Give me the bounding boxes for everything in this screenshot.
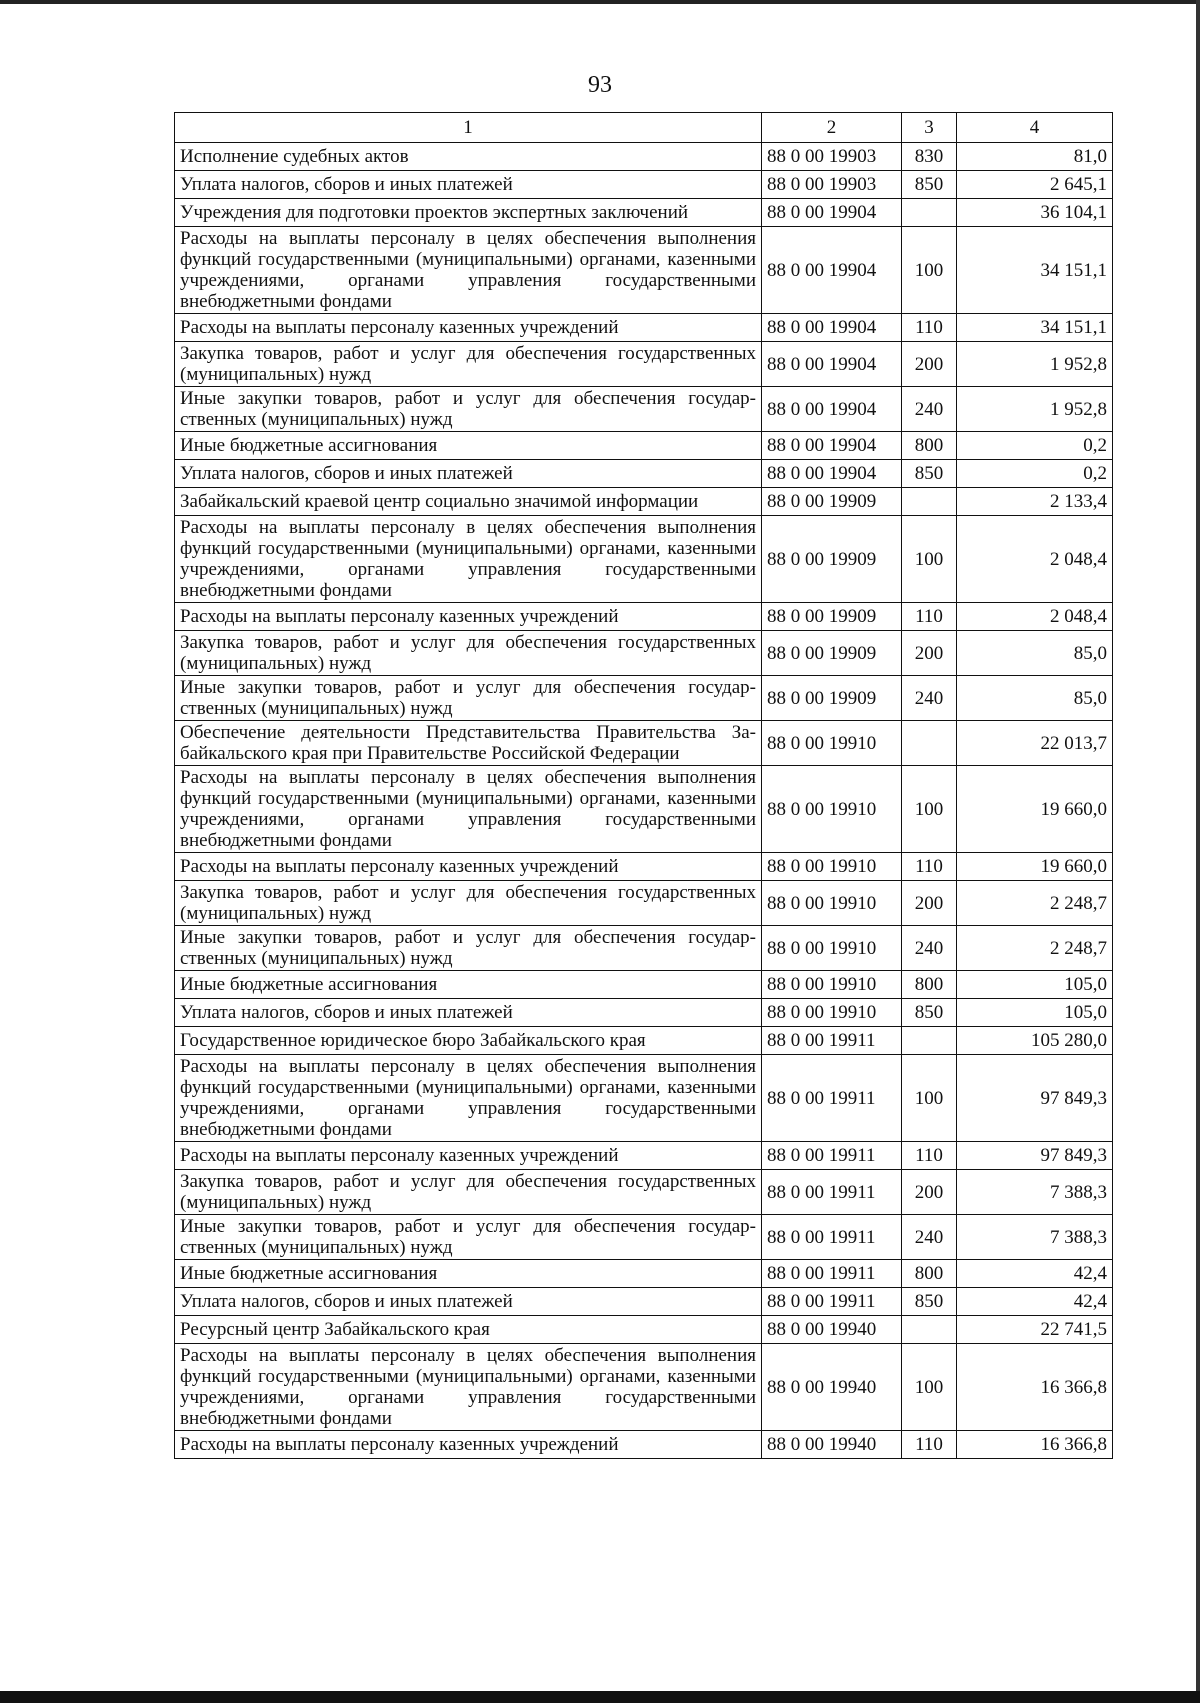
row-name-cell: Исполнение судебных актов (175, 143, 762, 171)
row-name-cell: Иные закупки товаров, работ и услуг для обеспечения государственных (муниципальных) нужд (175, 926, 762, 971)
table-row (175, 721, 1113, 766)
row-sum-cell: 0,2 (957, 460, 1113, 488)
row-name-cell: Расходы на выплаты персоналу в целях обеспечения выполнения функций государственными (муниципальными) органами, казенными учреждениями, органами управления государственными внебюджетными фондами (175, 766, 762, 853)
row-name-cell: Уплата налогов, сборов и иных платежей (175, 171, 762, 199)
row-expense-type-cell: 100 (902, 227, 957, 314)
table-row (175, 1316, 1113, 1344)
row-sum-cell: 1 952,8 (957, 342, 1113, 387)
row-name-cell: Расходы на выплаты персоналу в целях обеспечения выполнения функций государственными (муниципальными) органами, казенными учреждениями, органами управления государственными внебюджетными фондами (175, 1055, 762, 1142)
row-expense-type-cell: 240 (902, 676, 957, 721)
scan-border-bottom (0, 1691, 1200, 1703)
row-name-cell: Закупка товаров, работ и услуг для обеспечения государственных (муниципальных) нужд (175, 881, 762, 926)
row-expense-type-cell: 240 (902, 387, 957, 432)
table-row (175, 1142, 1113, 1170)
row-name-cell: Уплата налогов, сборов и иных платежей (175, 460, 762, 488)
row-name-cell: Уплата налогов, сборов и иных платежей (175, 999, 762, 1027)
row-name-cell: Уплата налогов, сборов и иных платежей (175, 1288, 762, 1316)
budget-table (174, 112, 1113, 1459)
row-name-cell: Иные закупки товаров, работ и услуг для обеспечения государственных (муниципальных) нужд (175, 676, 762, 721)
row-sum-cell: 81,0 (957, 143, 1113, 171)
table-row (175, 999, 1113, 1027)
row-sum-cell: 85,0 (957, 676, 1113, 721)
row-sum-cell: 1 952,8 (957, 387, 1113, 432)
header-col-1: 1 (175, 113, 762, 143)
row-expense-type-cell: 850 (902, 171, 957, 199)
table-row (175, 387, 1113, 432)
row-code-cell: 88 0 00 19911 (762, 1170, 902, 1215)
row-expense-type-cell: 800 (902, 971, 957, 999)
table-row (175, 171, 1113, 199)
row-expense-type-cell: 850 (902, 999, 957, 1027)
row-expense-type-cell (902, 1316, 957, 1344)
row-sum-cell: 42,4 (957, 1260, 1113, 1288)
table-row (175, 926, 1113, 971)
row-expense-type-cell: 100 (902, 766, 957, 853)
row-expense-type-cell: 110 (902, 1142, 957, 1170)
row-name-cell: Расходы на выплаты персоналу в целях обеспечения выполнения функций государственными (муниципальными) органами, казенными учреждениями, органами управления государственными внебюджетными фондами (175, 1344, 762, 1431)
table-row (175, 603, 1113, 631)
table-row (175, 1215, 1113, 1260)
row-expense-type-cell: 800 (902, 1260, 957, 1288)
row-expense-type-cell: 110 (902, 853, 957, 881)
row-name-cell: Иные закупки товаров, работ и услуг для обеспечения государственных (муниципальных) нужд (175, 1215, 762, 1260)
row-code-cell: 88 0 00 19910 (762, 766, 902, 853)
row-name-cell: Расходы на выплаты персоналу казенных учреждений (175, 1431, 762, 1459)
table-row (175, 143, 1113, 171)
row-expense-type-cell: 850 (902, 460, 957, 488)
table-row (175, 516, 1113, 603)
row-name-cell: Расходы на выплаты персоналу казенных учреждений (175, 314, 762, 342)
row-code-cell: 88 0 00 19940 (762, 1316, 902, 1344)
row-name-cell: Учреждения для подготовки проектов экспертных заключений (175, 199, 762, 227)
row-code-cell: 88 0 00 19903 (762, 143, 902, 171)
row-code-cell: 88 0 00 19904 (762, 432, 902, 460)
row-name-cell: Иные бюджетные ассигнования (175, 1260, 762, 1288)
header-row (175, 113, 1113, 143)
row-sum-cell: 97 849,3 (957, 1142, 1113, 1170)
row-sum-cell: 19 660,0 (957, 853, 1113, 881)
row-code-cell: 88 0 00 19904 (762, 460, 902, 488)
table-row (175, 227, 1113, 314)
row-code-cell: 88 0 00 19904 (762, 342, 902, 387)
header-col-2: 2 (762, 113, 902, 143)
row-name-cell: Расходы на выплаты персоналу в целях обеспечения выполнения функций государственными (муниципальными) органами, казенными учреждениями, органами управления государственными внебюджетными фондами (175, 516, 762, 603)
row-code-cell: 88 0 00 19909 (762, 488, 902, 516)
row-sum-cell: 2 248,7 (957, 926, 1113, 971)
table-row (175, 676, 1113, 721)
row-code-cell: 88 0 00 19910 (762, 999, 902, 1027)
row-code-cell: 88 0 00 19940 (762, 1344, 902, 1431)
row-expense-type-cell: 200 (902, 631, 957, 676)
row-code-cell: 88 0 00 19911 (762, 1288, 902, 1316)
row-name-cell: Иные закупки товаров, работ и услуг для обеспечения государственных (муниципальных) нужд (175, 387, 762, 432)
row-expense-type-cell: 100 (902, 1055, 957, 1142)
row-expense-type-cell (902, 199, 957, 227)
table-row (175, 881, 1113, 926)
row-expense-type-cell: 100 (902, 516, 957, 603)
row-code-cell: 88 0 00 19911 (762, 1027, 902, 1055)
row-sum-cell: 2 048,4 (957, 516, 1113, 603)
header-col-3: 3 (902, 113, 957, 143)
row-sum-cell: 97 849,3 (957, 1055, 1113, 1142)
row-sum-cell: 2 645,1 (957, 171, 1113, 199)
table-row (175, 1431, 1113, 1459)
table-row (175, 1055, 1113, 1142)
row-name-cell: Закупка товаров, работ и услуг для обеспечения государственных (муниципальных) нужд (175, 1170, 762, 1215)
row-expense-type-cell: 830 (902, 143, 957, 171)
row-name-cell: Иные бюджетные ассигнования (175, 432, 762, 460)
row-sum-cell: 2 048,4 (957, 603, 1113, 631)
row-code-cell: 88 0 00 19904 (762, 227, 902, 314)
row-sum-cell: 0,2 (957, 432, 1113, 460)
row-expense-type-cell: 200 (902, 342, 957, 387)
table-row (175, 1170, 1113, 1215)
row-expense-type-cell: 850 (902, 1288, 957, 1316)
table-row (175, 1344, 1113, 1431)
table-row (175, 853, 1113, 881)
row-name-cell: Закупка товаров, работ и услуг для обеспечения государственных (муниципальных) нужд (175, 342, 762, 387)
row-code-cell: 88 0 00 19910 (762, 721, 902, 766)
row-expense-type-cell (902, 488, 957, 516)
row-name-cell: Ресурсный центр Забайкальского края (175, 1316, 762, 1344)
row-name-cell: Расходы на выплаты персоналу в целях обеспечения выполнения функций государственными (муниципальными) органами, казенными учреждениями, органами управления государственными внебюджетными фондами (175, 227, 762, 314)
row-expense-type-cell: 110 (902, 314, 957, 342)
row-code-cell: 88 0 00 19910 (762, 881, 902, 926)
table-row (175, 1027, 1113, 1055)
row-code-cell: 88 0 00 19911 (762, 1215, 902, 1260)
row-code-cell: 88 0 00 19909 (762, 631, 902, 676)
table-row (175, 766, 1113, 853)
row-name-cell: Забайкальский краевой центр социально значимой информации (175, 488, 762, 516)
table-body (175, 143, 1113, 1459)
row-name-cell: Расходы на выплаты персоналу казенных учреждений (175, 1142, 762, 1170)
table-row (175, 1260, 1113, 1288)
scan-border-right (1196, 0, 1200, 1703)
table-row (175, 971, 1113, 999)
row-sum-cell: 22 741,5 (957, 1316, 1113, 1344)
row-sum-cell: 85,0 (957, 631, 1113, 676)
row-sum-cell: 22 013,7 (957, 721, 1113, 766)
row-name-cell: Иные бюджетные ассигнования (175, 971, 762, 999)
row-expense-type-cell: 110 (902, 603, 957, 631)
row-expense-type-cell: 100 (902, 1344, 957, 1431)
row-code-cell: 88 0 00 19909 (762, 516, 902, 603)
row-code-cell: 88 0 00 19903 (762, 171, 902, 199)
row-code-cell: 88 0 00 19904 (762, 314, 902, 342)
row-sum-cell: 42,4 (957, 1288, 1113, 1316)
header-col-4: 4 (957, 113, 1113, 143)
row-sum-cell: 16 366,8 (957, 1344, 1113, 1431)
row-name-cell: Расходы на выплаты персоналу казенных учреждений (175, 853, 762, 881)
row-expense-type-cell: 240 (902, 926, 957, 971)
row-code-cell: 88 0 00 19904 (762, 199, 902, 227)
row-expense-type-cell (902, 721, 957, 766)
scan-border-top (0, 0, 1200, 4)
row-expense-type-cell: 800 (902, 432, 957, 460)
row-sum-cell: 2 248,7 (957, 881, 1113, 926)
row-name-cell: Закупка товаров, работ и услуг для обеспечения государственных (муниципальных) нужд (175, 631, 762, 676)
row-code-cell: 88 0 00 19904 (762, 387, 902, 432)
row-code-cell: 88 0 00 19910 (762, 853, 902, 881)
row-expense-type-cell: 200 (902, 881, 957, 926)
row-sum-cell: 105,0 (957, 999, 1113, 1027)
row-expense-type-cell: 240 (902, 1215, 957, 1260)
row-code-cell: 88 0 00 19909 (762, 603, 902, 631)
table-row (175, 432, 1113, 460)
row-sum-cell: 105,0 (957, 971, 1113, 999)
row-sum-cell: 19 660,0 (957, 766, 1113, 853)
row-name-cell: Расходы на выплаты персоналу казенных учреждений (175, 603, 762, 631)
page-number: 93 (588, 72, 612, 98)
table-row (175, 314, 1113, 342)
row-code-cell: 88 0 00 19940 (762, 1431, 902, 1459)
table-row (175, 488, 1113, 516)
table-row (175, 1288, 1113, 1316)
row-sum-cell: 16 366,8 (957, 1431, 1113, 1459)
row-sum-cell: 36 104,1 (957, 199, 1113, 227)
row-sum-cell: 7 388,3 (957, 1215, 1113, 1260)
row-sum-cell: 105 280,0 (957, 1027, 1113, 1055)
row-sum-cell: 34 151,1 (957, 314, 1113, 342)
table-row (175, 199, 1113, 227)
row-expense-type-cell: 200 (902, 1170, 957, 1215)
row-code-cell: 88 0 00 19911 (762, 1055, 902, 1142)
row-sum-cell: 7 388,3 (957, 1170, 1113, 1215)
row-code-cell: 88 0 00 19910 (762, 926, 902, 971)
table-row (175, 460, 1113, 488)
table-row (175, 342, 1113, 387)
row-code-cell: 88 0 00 19910 (762, 971, 902, 999)
row-name-cell: Государственное юридическое бюро Забайкальского края (175, 1027, 762, 1055)
row-expense-type-cell (902, 1027, 957, 1055)
row-sum-cell: 34 151,1 (957, 227, 1113, 314)
row-code-cell: 88 0 00 19909 (762, 676, 902, 721)
row-name-cell: Обеспечение деятельности Представительства Правительства Забайкальского края при Правительстве Российской Федерации (175, 721, 762, 766)
row-code-cell: 88 0 00 19911 (762, 1260, 902, 1288)
table-row (175, 631, 1113, 676)
row-expense-type-cell: 110 (902, 1431, 957, 1459)
row-code-cell: 88 0 00 19911 (762, 1142, 902, 1170)
row-sum-cell: 2 133,4 (957, 488, 1113, 516)
